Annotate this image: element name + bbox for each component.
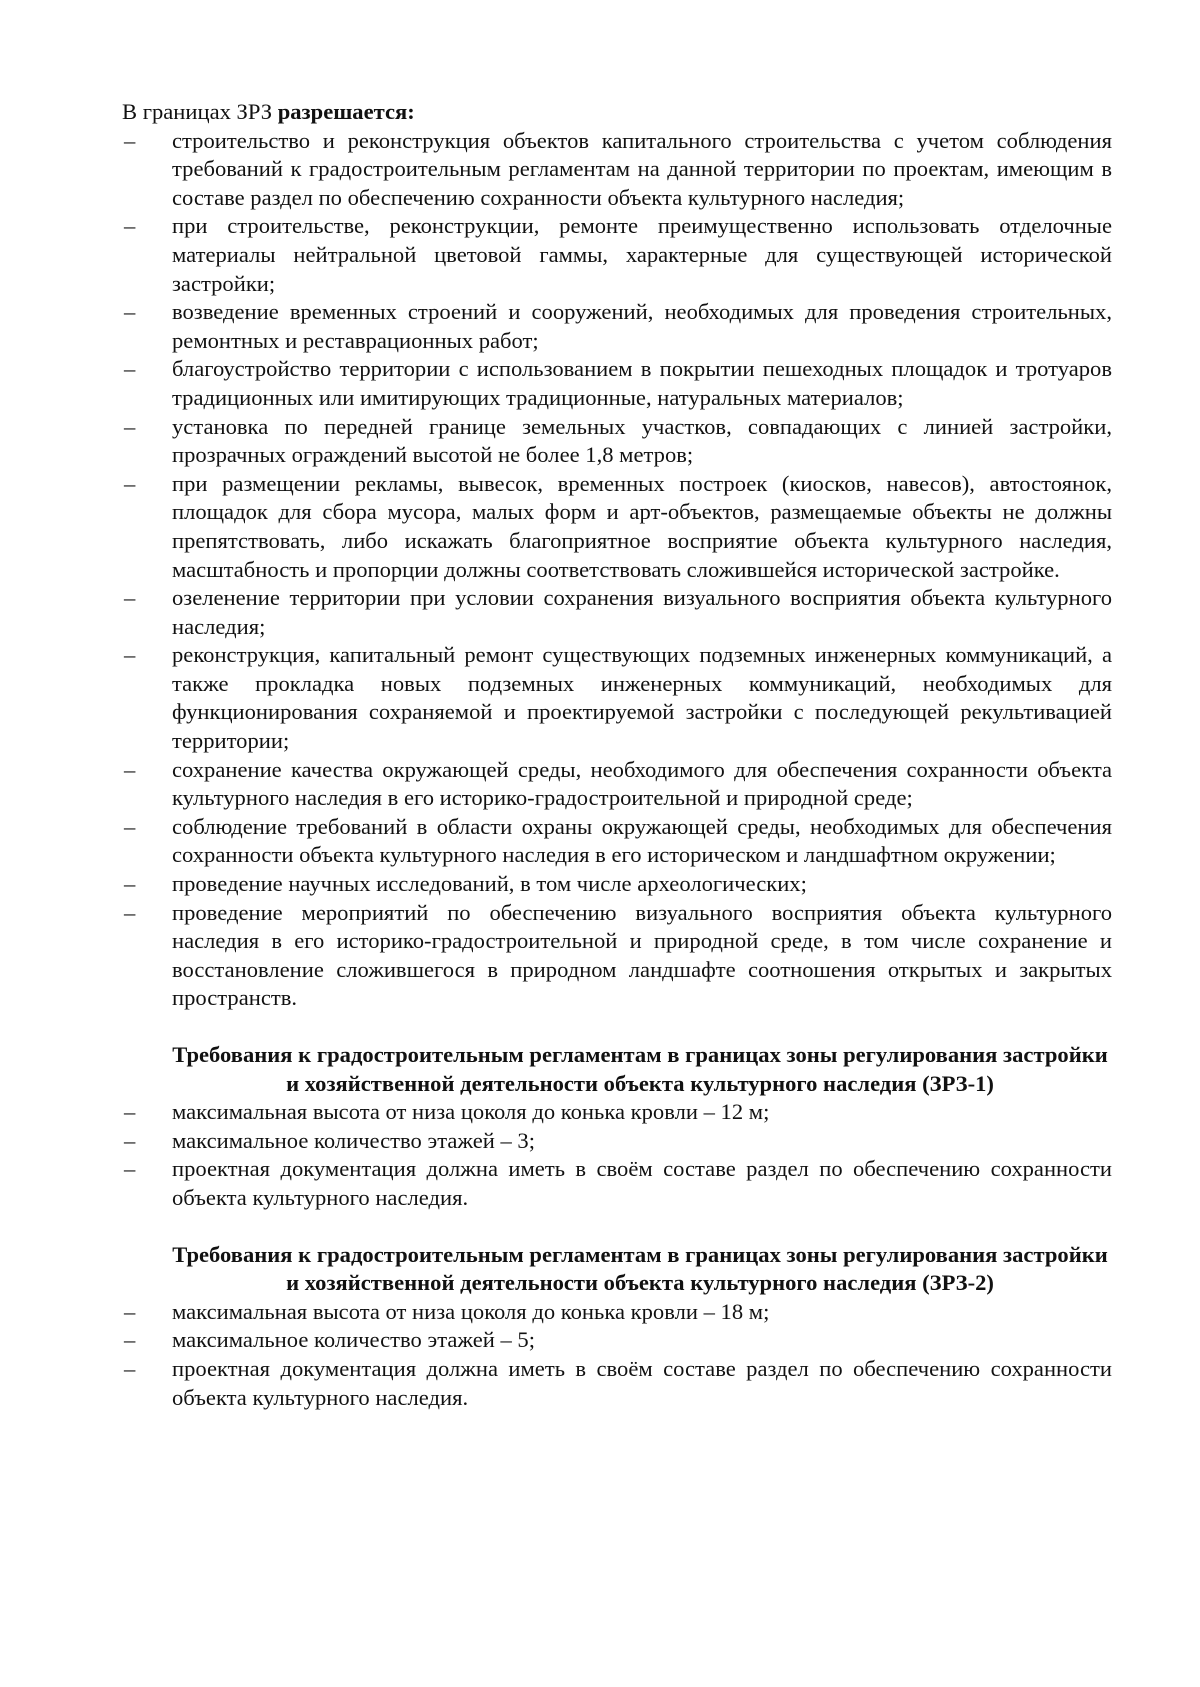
list-item (122, 870, 1112, 899)
list-item (122, 1355, 1112, 1412)
list-item (122, 1298, 1112, 1327)
list-item-text: максимальное количество этажей – 5; (172, 1327, 535, 1353)
list-item (122, 1326, 1112, 1355)
dash-marker: – (124, 213, 136, 239)
list-item (122, 1155, 1112, 1212)
section-title-zrz-1: Требования к градостроительным регламентам в границах зоны регулирования застройки и хозяйственной деятельности объекта культурного наследия (ЗРЗ-1) (172, 1042, 1108, 1096)
list-item (122, 899, 1112, 1013)
dash-marker: – (124, 356, 136, 382)
list-item (122, 212, 1112, 298)
list-item-text: проектная документация должна иметь в своём составе раздел по обеспечению сохранности объекта культурного наследия. (172, 1156, 1112, 1210)
dash-marker: – (124, 1156, 136, 1182)
list-item-text: максимальная высота от низа цоколя до конька кровли – 12 м; (172, 1099, 770, 1125)
dash-marker: – (124, 899, 136, 925)
list-item (122, 813, 1112, 870)
dash-marker: – (124, 1327, 136, 1353)
intro-paragraph (122, 98, 1112, 127)
document-body (122, 98, 1112, 1412)
list-item (122, 641, 1112, 755)
dash-marker: – (124, 813, 136, 839)
list-item (122, 756, 1112, 813)
allowed-list (122, 127, 1112, 1013)
list-item-text: проведение мероприятий по обеспечению визуального восприятия объекта культурного наследия в его историко-градостроительной и природной среде, в том числе сохранение и восстановление сложившегося в природном ландшафте соотношения открытых и закрытых пространств. (172, 899, 1112, 1011)
zrz-1-requirements-list (122, 1098, 1112, 1212)
dash-marker: – (124, 871, 136, 897)
list-item-text: максимальная высота от низа цоколя до конька кровли – 18 м; (172, 1298, 770, 1324)
list-item-text: озеленение территории при условии сохранения визуального восприятия объекта культурного наследия; (172, 585, 1112, 639)
list-item-text: сохранение качества окружающей среды, необходимого для обеспечения сохранности объекта культурного наследия в его историко-градостроительной и природной среде; (172, 756, 1112, 811)
list-item (122, 298, 1112, 355)
list-item-text: при строительстве, реконструкции, ремонте преимущественно использовать отделочные материалы нейтральной цветовой гаммы, характерные для существующей исторической застройки; (172, 213, 1112, 296)
dash-marker: – (124, 413, 136, 439)
list-item (122, 584, 1112, 641)
intro-emphasis: разрешается: (277, 99, 415, 124)
dash-marker: – (124, 127, 136, 153)
zrz-2-requirements-list (122, 1298, 1112, 1412)
list-item-text: строительство и реконструкция объектов капитального строительства с учетом соблюдения требований к градостроительным регламентам на данной территории по проектам, имеющим в составе раздел по обеспечению сохранности объекта культурного наследия; (172, 127, 1112, 210)
dash-marker: – (124, 1099, 136, 1125)
list-item (122, 470, 1112, 584)
intro-prefix: В границах ЗРЗ (122, 99, 278, 124)
dash-marker: – (124, 642, 136, 668)
list-item-text: максимальное количество этажей – 3; (172, 1127, 535, 1153)
list-item-text: благоустройство территории с использованием в покрытии пешеходных площадок и тротуаров традиционных или имитирующих традиционные, натуральных материалов; (172, 356, 1112, 410)
list-item-text: проведение научных исследований, в том числе археологических; (172, 871, 807, 897)
list-item-text: соблюдение требований в области охраны окружающей среды, необходимых для обеспечения сохранности объекта культурного наследия в его историческом и ландшафтном окружении; (172, 813, 1112, 868)
dash-marker: – (124, 1298, 136, 1324)
dash-marker: – (124, 299, 136, 325)
dash-marker: – (124, 1127, 136, 1153)
list-item (122, 1127, 1112, 1156)
list-item-text: установка по передней границе земельных участков, совпадающих с линией застройки, прозрачных ограждений высотой не более 1,8 метров; (172, 413, 1112, 468)
dash-marker: – (124, 470, 136, 496)
list-item-text: проектная документация должна иметь в своём составе раздел по обеспечению сохранности объекта культурного наследия. (172, 1355, 1112, 1410)
list-item-text: возведение временных строений и сооружений, необходимых для проведения строительных, ремонтных и реставрационных работ; (172, 299, 1112, 353)
dash-marker: – (124, 1355, 136, 1381)
list-item-text: при размещении рекламы, вывесок, временных построек (киосков, навесов), автостоянок, площадок для сбора мусора, малых форм и арт-объектов, размещаемые объекты не должны препятствовать, либо искажать благоприятное восприятие объекта культурного наследия, масштабность и пропорции должны соответствовать сложившейся исторической застройке. (172, 470, 1112, 582)
list-item (122, 413, 1112, 470)
list-item-text: реконструкция, капитальный ремонт существующих подземных инженерных коммуникаций, а также прокладка новых подземных инженерных коммуникаций, необходимых для функционирования сохраняемой и проектируемой застройки с последующей рекультивацией территории; (172, 642, 1112, 754)
dash-marker: – (124, 756, 136, 782)
dash-marker: – (124, 585, 136, 611)
list-item (122, 127, 1112, 213)
section-title-zrz-2: Требования к градостроительным регламентам в границах зоны регулирования застройки и хозяйственной деятельности объекта культурного наследия (ЗРЗ-2) (172, 1241, 1108, 1296)
list-item (122, 1098, 1112, 1127)
list-item (122, 355, 1112, 412)
